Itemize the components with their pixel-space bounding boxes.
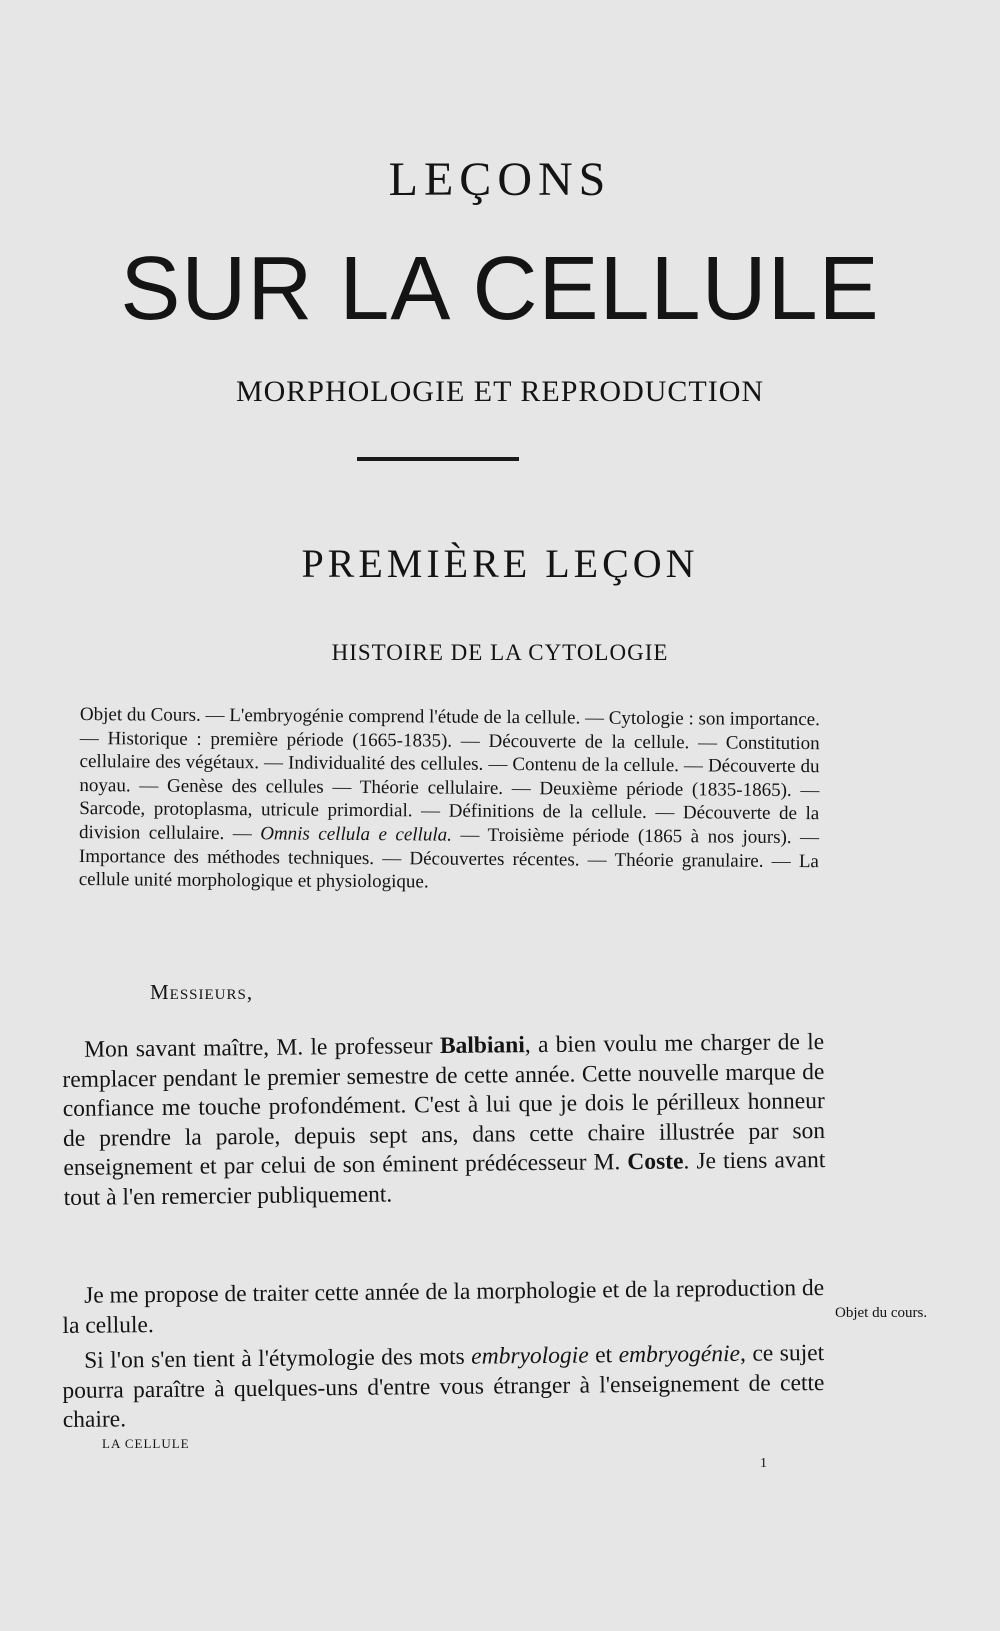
- margin-note: Objet du cours.: [835, 1305, 928, 1321]
- pre-title: LEÇONS: [388, 153, 612, 206]
- title-rule-divider: [357, 457, 519, 461]
- main-title: SUR LA CELLULE: [120, 239, 880, 339]
- p3-text-b: et: [588, 1342, 619, 1369]
- p3-text-a: Si l'on s'en tient à l'étymologie des mots: [84, 1343, 472, 1374]
- paragraph-2: Je me propose de traiter cette année de la morphologie et de la reproduction de la cellule.: [62, 1275, 825, 1339]
- p3-text-c: , ce sujet pourra paraître à quelques-uns d'entre vous étranger à l'enseignement de cette chaire.: [62, 1340, 825, 1433]
- salutation: Messieurs,: [150, 980, 254, 1004]
- chapter-summary: [79, 703, 820, 897]
- p3-word-embryologie: embryologie: [471, 1342, 589, 1370]
- p1-name-coste: Coste: [627, 1148, 684, 1176]
- chapter-title: HISTOIRE DE LA CYTOLOGIE: [331, 640, 669, 665]
- p1-text-a: Mon savant maître, M. le professeur: [84, 1033, 441, 1063]
- summary-text-2: — Troisième période (1865 à nos jours). — Importance des méthodes techniques. — Découvertes récentes. — Théorie granulaire. — La cellule unité morphologique et physiologique.: [78, 824, 820, 893]
- subtitle: MORPHOLOGIE ET REPRODUCTION: [235, 375, 765, 408]
- p1-name-balbiani: Balbiani: [439, 1032, 525, 1060]
- p3-word-embryogenie: embryogénie: [618, 1340, 741, 1369]
- p1-text-b: , a bien voulu me charger de le remplacer pendant le premier semestre de cette année. Cette nouvelle marque de confiance me touche profondément. C'est à lui que je dois le périlleux honneur de prendre la parole, depuis sept ans, dans cette chaire illustrée par son enseignement et par celui de son éminent prédécesseur M.: [62, 1029, 826, 1181]
- signature-mark: 1: [760, 1456, 767, 1471]
- summary-italic: Omnis cellula e cellula.: [260, 823, 452, 846]
- running-title: LA CELLULE: [102, 1436, 190, 1451]
- paragraph-3: [62, 1339, 825, 1435]
- paragraph-1: [62, 1028, 826, 1213]
- lecon-heading: PREMIÈRE LEÇON: [301, 541, 699, 586]
- summary-text-1: Objet du Cours. — L'embryogénie comprend l'étude de la cellule. — Cytologie : son importance. — Historique : première période (1665-1835). — Découverte de la cellule. — Constitution cellulaire des végétaux. — Individualité des cellules. — Contenu de la cellule. — Découverte du noyau. — Genèse des cellules — Théorie cellulaire. — Deuxième période (1835-1865). — Sarcode, protoplasma, utricule primordial. — Définitions de la cellule. — Découverte de la division cellulaire. —: [79, 704, 820, 845]
- p1-text-c: . Je tiens avant tout à l'en remercier publiquement.: [63, 1147, 826, 1211]
